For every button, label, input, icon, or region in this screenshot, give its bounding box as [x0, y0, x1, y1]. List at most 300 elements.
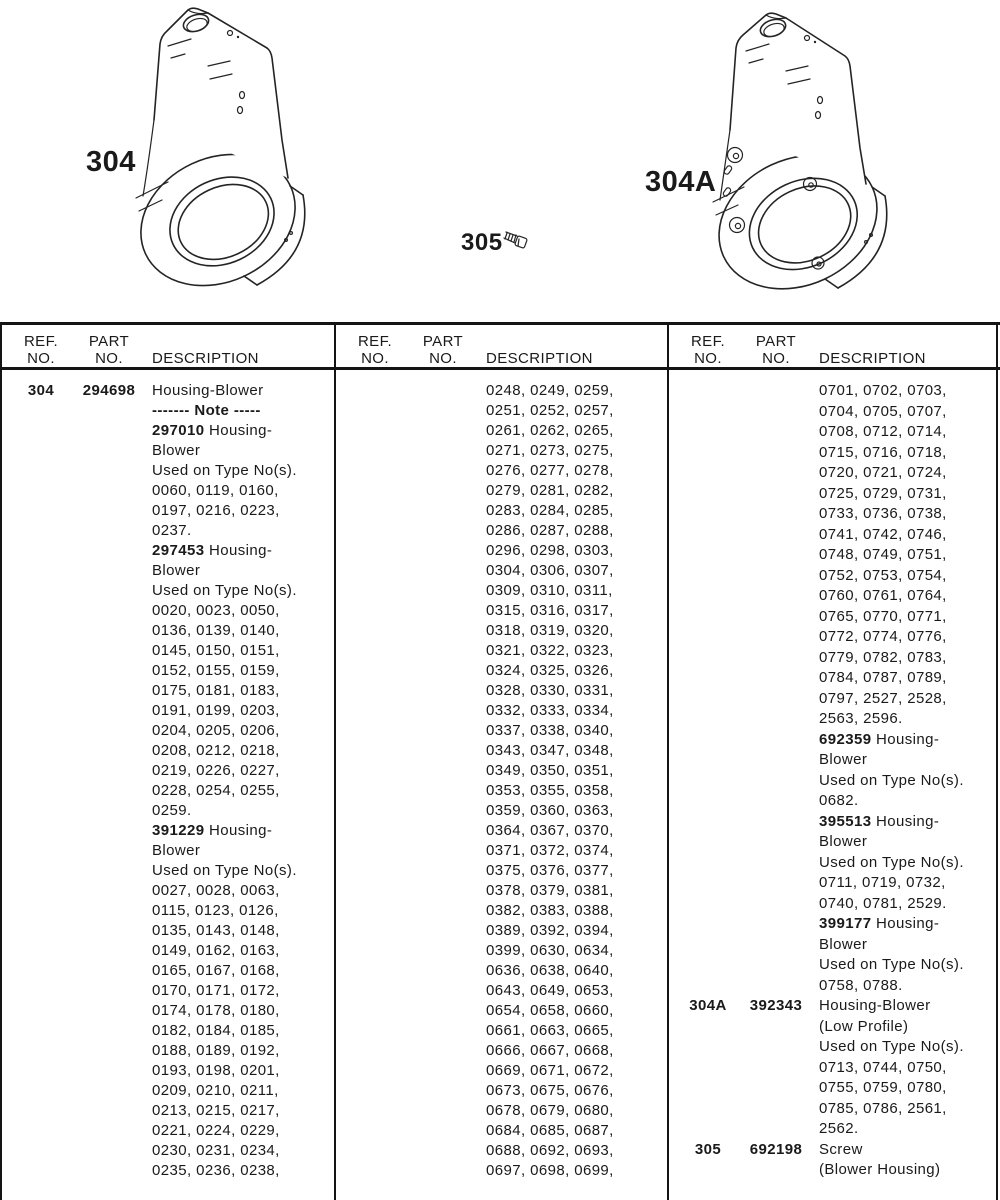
part-no	[66, 561, 152, 581]
part-no	[733, 1099, 819, 1120]
ref-no	[16, 681, 66, 701]
part-no	[400, 861, 486, 881]
ref-no	[683, 812, 733, 833]
description: 0349, 0350, 0351,	[486, 762, 614, 779]
ref-no	[16, 961, 66, 981]
part-row	[669, 566, 996, 587]
panel-body-3	[669, 381, 996, 1181]
description: Housing-Blower	[819, 997, 931, 1014]
description: 0343, 0347, 0348,	[486, 742, 614, 759]
description: Housing-Blower	[152, 382, 264, 399]
ref-no	[683, 402, 733, 423]
part-row	[669, 914, 996, 935]
part-row	[669, 1017, 996, 1038]
part-no	[66, 781, 152, 801]
ref-no	[683, 955, 733, 976]
part-row	[2, 581, 334, 601]
description: Used on Type No(s).	[152, 462, 297, 479]
part-no	[66, 741, 152, 761]
screw-305-drawing	[503, 230, 529, 254]
ref-no	[16, 1061, 66, 1081]
part-row	[669, 730, 996, 751]
ref-no	[16, 781, 66, 801]
part-row	[2, 1001, 334, 1021]
ref-no	[16, 881, 66, 901]
description: 0688, 0692, 0693,	[486, 1142, 614, 1159]
part-no	[733, 791, 819, 812]
part-row	[2, 1161, 334, 1181]
ref-no	[350, 981, 400, 1001]
ref-no	[683, 566, 733, 587]
part-no	[66, 641, 152, 661]
description: 0145, 0150, 0151,	[152, 642, 280, 659]
part-no	[66, 721, 152, 741]
part-no	[66, 961, 152, 981]
part-row	[669, 832, 996, 853]
ref-no	[16, 641, 66, 661]
description: 0309, 0310, 0311,	[486, 582, 613, 599]
part-no	[733, 812, 819, 833]
description: 0337, 0338, 0340,	[486, 722, 614, 739]
part-no	[400, 901, 486, 921]
part-no	[66, 841, 152, 861]
part-row	[336, 1101, 667, 1121]
description: Used on Type No(s).	[819, 771, 964, 789]
part-row	[2, 961, 334, 981]
part-row	[2, 561, 334, 581]
ref-no	[683, 976, 733, 997]
ref-no	[683, 1099, 733, 1120]
part-row	[669, 484, 996, 505]
part-no	[400, 421, 486, 441]
ref-no	[683, 1160, 733, 1181]
ref-no	[683, 484, 733, 505]
description: Used on Type No(s).	[819, 1038, 964, 1055]
ref-no	[683, 463, 733, 484]
ref-no	[683, 504, 733, 525]
part-row	[2, 401, 334, 421]
ref-no	[16, 741, 66, 761]
description: (Blower Housing)	[819, 1161, 941, 1178]
description: 0324, 0325, 0326,	[486, 662, 614, 679]
part-row	[336, 1061, 667, 1081]
description: 0758, 0788.	[819, 976, 903, 994]
description: Blower	[819, 935, 868, 953]
ref-no	[683, 771, 733, 792]
description: Screw	[819, 1140, 863, 1158]
ref-no	[350, 541, 400, 561]
part-row	[336, 1141, 667, 1161]
ref-no	[350, 521, 400, 541]
description: 0711, 0719, 0732,	[819, 874, 946, 891]
part-row	[2, 441, 334, 461]
ref-no	[350, 721, 400, 741]
parts-panel-2	[336, 325, 667, 1181]
part-row	[2, 601, 334, 621]
parts-panel-1	[2, 325, 334, 1181]
ref-no	[16, 661, 66, 681]
ref-no	[350, 441, 400, 461]
description: 0697, 0698, 0699,	[486, 1162, 614, 1179]
part-row	[336, 381, 667, 401]
part-row	[336, 701, 667, 721]
part-row	[669, 463, 996, 484]
part-no	[400, 601, 486, 621]
part-no	[733, 976, 819, 997]
description: 0279, 0281, 0282,	[486, 482, 614, 499]
description: 0353, 0355, 0358,	[486, 782, 614, 799]
description: 0765, 0770, 0771,	[819, 607, 947, 625]
description: 0175, 0181, 0183,	[152, 682, 280, 699]
description: 0704, 0705, 0707,	[819, 402, 947, 420]
part-no	[733, 771, 819, 792]
ref-no	[350, 1141, 400, 1161]
part-row	[2, 1061, 334, 1081]
ref-no	[16, 841, 66, 861]
part-row	[336, 461, 667, 481]
figure-label-304a: 304A	[645, 166, 717, 198]
description: 0259.	[152, 802, 192, 819]
part-no	[400, 941, 486, 961]
header-part-line1: PART	[88, 333, 130, 350]
part-no	[733, 1160, 819, 1181]
part-row	[2, 481, 334, 501]
description: 0779, 0782, 0783,	[819, 648, 947, 666]
part-no	[733, 463, 819, 484]
ref-no	[683, 443, 733, 464]
part-no	[733, 709, 819, 730]
header-part-line2: NO.	[429, 350, 457, 367]
part-row	[2, 1121, 334, 1141]
ref-no	[350, 781, 400, 801]
part-no	[66, 801, 152, 821]
part-row	[2, 1141, 334, 1161]
ref-no	[16, 541, 66, 561]
description: 0174, 0178, 0180,	[152, 1002, 280, 1019]
ref-no	[16, 1021, 66, 1041]
part-no: 392343	[749, 997, 803, 1014]
part-row	[2, 661, 334, 681]
ref-no	[16, 901, 66, 921]
part-row	[336, 621, 667, 641]
part-no	[400, 1081, 486, 1101]
part-row	[669, 402, 996, 423]
ref-no	[350, 841, 400, 861]
ref-no	[350, 601, 400, 621]
ref-no	[350, 1101, 400, 1121]
part-no	[400, 501, 486, 521]
ref-no	[683, 894, 733, 915]
part-no	[66, 1101, 152, 1121]
description: 0382, 0383, 0388,	[486, 902, 614, 919]
part-no	[400, 921, 486, 941]
description: 0135, 0143, 0148,	[152, 922, 280, 939]
part-row	[669, 996, 996, 1017]
header-description: DESCRIPTION	[819, 350, 926, 367]
part-row	[336, 481, 667, 501]
ref-no	[16, 941, 66, 961]
part-no	[66, 1161, 152, 1181]
ref-no	[16, 1041, 66, 1061]
part-no	[400, 841, 486, 861]
part-no	[400, 541, 486, 561]
part-row	[2, 981, 334, 1001]
description: 0188, 0189, 0192,	[152, 1042, 280, 1059]
part-no	[733, 894, 819, 915]
ref-no	[350, 1061, 400, 1081]
ref-no	[16, 521, 66, 541]
description: 0251, 0252, 0257,	[486, 402, 614, 419]
ref-no	[350, 641, 400, 661]
part-no	[733, 1058, 819, 1079]
description: 0248, 0249, 0259,	[486, 382, 614, 399]
part-no	[733, 668, 819, 689]
ref-no	[350, 921, 400, 941]
part-row	[2, 901, 334, 921]
part-no	[733, 504, 819, 525]
part-no	[400, 481, 486, 501]
ref-no	[350, 1001, 400, 1021]
part-no	[400, 1161, 486, 1181]
part-no	[400, 981, 486, 1001]
description: 0235, 0236, 0238,	[152, 1162, 280, 1179]
description: 297453 Housing-	[152, 542, 273, 559]
part-no	[733, 443, 819, 464]
ref-no	[16, 761, 66, 781]
part-row	[336, 961, 667, 981]
part-row	[2, 721, 334, 741]
description: 0283, 0284, 0285,	[486, 502, 614, 519]
description: Blower	[819, 833, 868, 850]
ref-no	[16, 601, 66, 621]
part-row	[2, 861, 334, 881]
part-no	[400, 521, 486, 541]
description: 0276, 0277, 0278,	[486, 462, 614, 479]
ref-no	[16, 721, 66, 741]
part-no	[733, 689, 819, 710]
ref-no: 304	[27, 382, 55, 399]
ref-no	[16, 621, 66, 641]
table-right-border	[996, 322, 998, 1200]
part-row	[2, 761, 334, 781]
part-no	[66, 821, 152, 841]
part-no	[733, 586, 819, 607]
ref-no	[350, 421, 400, 441]
table-header	[336, 325, 667, 367]
description: 0209, 0210, 0211,	[152, 1082, 279, 1099]
description: 0149, 0162, 0163,	[152, 942, 280, 959]
ref-no	[683, 381, 733, 402]
header-ref-line2: NO.	[27, 350, 55, 367]
description: 0027, 0028, 0063,	[152, 882, 280, 899]
part-row	[669, 1058, 996, 1079]
description: 0230, 0231, 0234,	[152, 1142, 280, 1159]
ref-no	[16, 581, 66, 601]
part-no	[733, 484, 819, 505]
ref-no	[16, 701, 66, 721]
part-no	[66, 501, 152, 521]
ref-no	[350, 621, 400, 641]
part-row	[336, 941, 667, 961]
part-no	[733, 873, 819, 894]
part-row	[669, 648, 996, 669]
ref-no	[683, 1017, 733, 1038]
description: Used on Type No(s).	[152, 582, 297, 599]
part-row	[2, 641, 334, 661]
description: 0643, 0649, 0653,	[486, 982, 614, 999]
ref-no	[350, 801, 400, 821]
ref-no	[16, 1081, 66, 1101]
part-no	[66, 1041, 152, 1061]
part-no	[733, 402, 819, 423]
part-row	[336, 1121, 667, 1141]
ref-no	[350, 961, 400, 981]
part-no	[66, 921, 152, 941]
ref-no	[683, 853, 733, 874]
part-row	[336, 401, 667, 421]
part-no	[400, 1101, 486, 1121]
description: 0208, 0212, 0218,	[152, 742, 280, 759]
part-row	[669, 771, 996, 792]
part-no	[66, 441, 152, 461]
part-row	[2, 781, 334, 801]
description: Blower	[152, 562, 201, 579]
ref-no	[350, 481, 400, 501]
description: 0713, 0744, 0750,	[819, 1058, 947, 1076]
part-no	[66, 521, 152, 541]
ref-no	[683, 586, 733, 607]
part-no	[66, 401, 152, 421]
part-no	[66, 601, 152, 621]
part-row	[669, 955, 996, 976]
part-no	[733, 1037, 819, 1058]
part-no	[733, 832, 819, 853]
description: 0332, 0333, 0334,	[486, 702, 614, 719]
part-row	[669, 791, 996, 812]
ref-no	[350, 741, 400, 761]
part-no	[66, 1081, 152, 1101]
part-row	[669, 1099, 996, 1120]
ref-no	[350, 1081, 400, 1101]
part-no	[400, 741, 486, 761]
part-row	[669, 873, 996, 894]
part-row	[669, 689, 996, 710]
part-no	[66, 421, 152, 441]
description: 0673, 0675, 0676,	[486, 1082, 614, 1099]
ref-no	[16, 421, 66, 441]
ref-no	[683, 730, 733, 751]
description: 0375, 0376, 0377,	[486, 862, 614, 879]
part-row	[669, 422, 996, 443]
part-no	[733, 1078, 819, 1099]
description: 0182, 0184, 0185,	[152, 1022, 280, 1039]
part-no: 692198	[749, 1140, 803, 1158]
description: 0378, 0379, 0381,	[486, 882, 614, 899]
part-row	[336, 601, 667, 621]
part-no	[400, 641, 486, 661]
part-no	[66, 881, 152, 901]
part-row	[669, 976, 996, 997]
part-no	[400, 881, 486, 901]
part-row	[2, 1101, 334, 1121]
part-no	[733, 935, 819, 956]
description: 0191, 0199, 0203,	[152, 702, 280, 719]
description: 0785, 0786, 2561,	[819, 1099, 947, 1117]
part-no	[400, 721, 486, 741]
ref-no	[683, 689, 733, 710]
part-row	[336, 1161, 667, 1181]
description: 0165, 0167, 0168,	[152, 962, 280, 979]
part-row	[336, 901, 667, 921]
part-no	[66, 1121, 152, 1141]
part-no	[733, 381, 819, 402]
description: Used on Type No(s).	[819, 956, 964, 973]
part-row	[336, 981, 667, 1001]
part-no	[66, 761, 152, 781]
description: 0669, 0671, 0672,	[486, 1062, 614, 1079]
description: 0684, 0685, 0687,	[486, 1122, 614, 1139]
description: Blower	[819, 751, 868, 768]
ref-no	[350, 941, 400, 961]
description: 0152, 0155, 0159,	[152, 662, 280, 679]
part-no	[733, 648, 819, 669]
ref-no	[683, 1037, 733, 1058]
description: 0170, 0171, 0172,	[152, 982, 280, 999]
description: 0752, 0753, 0754,	[819, 566, 947, 584]
ref-no	[350, 561, 400, 581]
ref-no	[16, 461, 66, 481]
ref-no	[350, 701, 400, 721]
ref-no	[16, 981, 66, 1001]
ref-no	[16, 801, 66, 821]
part-no	[400, 801, 486, 821]
part-row	[2, 621, 334, 641]
part-row	[669, 668, 996, 689]
description: 0219, 0226, 0227,	[152, 762, 280, 779]
part-no	[400, 661, 486, 681]
part-row	[2, 681, 334, 701]
ref-no	[683, 1119, 733, 1140]
part-row	[669, 443, 996, 464]
table-header	[2, 325, 334, 367]
part-no	[400, 781, 486, 801]
ref-no	[350, 901, 400, 921]
description: 0261, 0262, 0265,	[486, 422, 614, 439]
description: 0661, 0663, 0665,	[486, 1022, 614, 1039]
description: 399177 Housing-	[819, 915, 940, 932]
header-ref-line1: REF.	[690, 333, 726, 350]
ref-no	[683, 1058, 733, 1079]
description: 395513 Housing-	[819, 812, 940, 830]
part-row	[336, 501, 667, 521]
part-row	[336, 661, 667, 681]
part-no	[733, 955, 819, 976]
description: ------- Note -----	[152, 402, 261, 419]
part-row	[336, 1041, 667, 1061]
ref-no	[683, 709, 733, 730]
description: 0740, 0781, 2529.	[819, 894, 947, 912]
part-row	[336, 641, 667, 661]
part-no	[400, 401, 486, 421]
part-no	[400, 761, 486, 781]
part-no	[400, 381, 486, 401]
description: 0020, 0023, 0050,	[152, 602, 280, 619]
part-row	[336, 1081, 667, 1101]
part-no	[66, 901, 152, 921]
description: 0204, 0205, 0206,	[152, 722, 280, 739]
ref-no	[350, 1021, 400, 1041]
part-no	[733, 1017, 819, 1038]
